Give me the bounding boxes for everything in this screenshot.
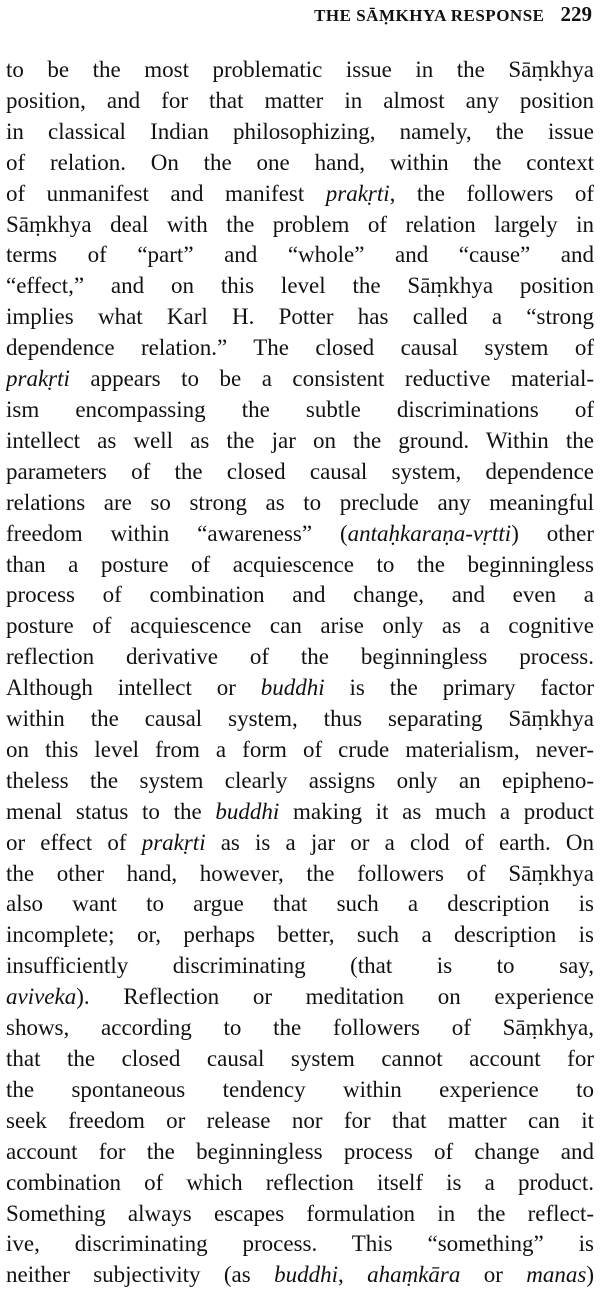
text-line: insufficiently discriminating (that is to say, <box>6 953 594 979</box>
italic-term: buddhi <box>215 798 280 824</box>
italic-term: buddhi <box>260 675 325 701</box>
text-line: prakṛti appears to be a consistent reductive material- <box>6 366 594 392</box>
running-head <box>314 2 592 28</box>
text-line: within the causal system, thus separating Sāṃkhya <box>6 706 594 732</box>
text-line: intellect as well as the jar on the ground. Within the <box>6 427 594 453</box>
text-line: in classical Indian philosophizing, namely, the issue <box>6 118 594 144</box>
text-line: posture of acquiescence can arise only as a cognitive <box>6 613 594 639</box>
italic-term: buddhi <box>274 1262 338 1288</box>
italic-term: antaḥkaraṇa-vṛtti <box>347 520 512 546</box>
text-line: Something always escapes formulation in the reflect- <box>6 1200 594 1226</box>
running-title: THE SĀṂKHYA RESPONSE <box>314 6 545 25</box>
text-line: the spontaneous tendency within experience to <box>6 1076 594 1102</box>
text-line: ism encompassing the subtle discriminations of <box>6 396 594 422</box>
italic-term: prakṛti <box>325 180 390 206</box>
page-number: 229 <box>560 2 592 26</box>
italic-term: manas <box>526 1262 587 1288</box>
text-line: position, and for that matter in almost any position <box>6 87 594 113</box>
text-line: or effect of prakṛti as is a jar or a clod of earth. On <box>6 829 594 855</box>
text-line: also want to argue that such a description is <box>6 891 594 917</box>
text-line: of unmanifest and manifest prakṛti, the followers of <box>6 180 594 206</box>
text-line: ive, discriminating process. This “something” is <box>6 1231 594 1257</box>
italic-term: prakṛti <box>6 366 70 392</box>
text-line: terms of “part” and “whole” and “cause” and <box>6 242 594 268</box>
text-line: dependence relation.” The closed causal system of <box>6 335 594 361</box>
text-line: combination of which reflection itself is a product. <box>6 1169 594 1195</box>
text-line: parameters of the closed causal system, dependence <box>6 458 594 484</box>
body-text <box>6 55 594 1291</box>
text-line: Sāṃkhya deal with the problem of relation largely in <box>6 211 594 237</box>
text-line: freedom within “awareness” (antaḥkaraṇa-vṛtti) other <box>6 520 594 546</box>
text-line: than a posture of acquiescence to the beginningless <box>6 551 594 577</box>
text-line: process of combination and change, and even a <box>6 582 594 608</box>
text-line: seek freedom or release nor for that matter can it <box>6 1107 594 1133</box>
italic-term: aviveka <box>6 984 77 1010</box>
text-line: aviveka). Reflection or meditation on experience <box>6 984 594 1010</box>
text-line: account for the beginningless process of change and <box>6 1138 594 1164</box>
italic-term: prakṛti <box>141 829 206 855</box>
text-line: theless the system clearly assigns only an epipheno- <box>6 767 594 793</box>
text-line: of relation. On the one hand, within the context <box>6 149 594 175</box>
text-line: the other hand, however, the followers of Sāṃkhya <box>6 860 594 886</box>
text-line: that the closed causal system cannot account for <box>6 1046 594 1071</box>
text-line: “effect,” and on this level the Sāṃkhya position <box>6 273 594 299</box>
text-line: neither subjectivity (as buddhi, ahaṃkāra or manas) <box>6 1262 594 1288</box>
text-line: implies what Karl H. Potter has called a “strong <box>6 304 594 330</box>
text-line: incomplete; or, perhaps better, such a description is <box>6 922 594 948</box>
text-line: Although intellect or buddhi is the primary factor <box>6 675 594 701</box>
italic-term: ahaṃkāra <box>367 1262 461 1288</box>
text-line: to be the most problematic issue in the Sāṃkhya <box>6 57 594 82</box>
text-line: menal status to the buddhi making it as much a product <box>6 798 594 824</box>
text-line: on this level from a form of crude materialism, never- <box>6 736 594 762</box>
text-line: reflection derivative of the beginningless process. <box>6 644 594 670</box>
text-line: shows, according to the followers of Sāṃkhya, <box>6 1015 594 1041</box>
text-line: relations are so strong as to preclude any meaningful <box>6 489 594 515</box>
